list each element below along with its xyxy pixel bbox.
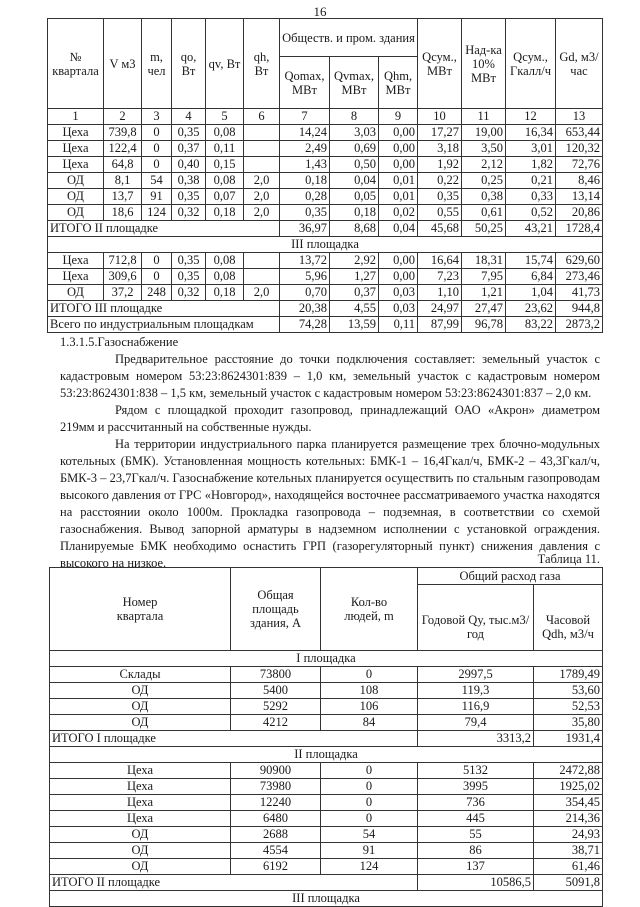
header-group: Общий расход газа — [418, 568, 603, 585]
table-cell: 712,8 — [104, 253, 142, 269]
table-cell: 8,1 — [104, 173, 142, 189]
table-row — [48, 125, 603, 141]
table-cell: 137 — [418, 859, 534, 875]
table-cell: 0 — [142, 253, 172, 269]
table-cell: 0 — [142, 125, 172, 141]
table-cell: 0,38 — [172, 173, 206, 189]
table-cell: 1,21 — [462, 285, 506, 301]
table-cell: 4212 — [231, 715, 321, 731]
table-cell: 16,64 — [418, 253, 462, 269]
table-cell: 5,96 — [280, 269, 330, 285]
table-cell: 55 — [418, 827, 534, 843]
header-kvartal: № квартала — [48, 19, 104, 109]
table-cell: 43,21 — [506, 221, 556, 237]
table-cell: 120,32 — [556, 141, 603, 157]
table-cell: 0,35 — [172, 253, 206, 269]
table-cell: 2997,5 — [418, 667, 534, 683]
table-cell: 629,60 — [556, 253, 603, 269]
section-label: II площадка — [50, 747, 603, 763]
table-cell: 0,01 — [379, 189, 418, 205]
grand-total-row — [48, 317, 603, 333]
table-cell: 24,93 — [534, 827, 603, 843]
table-cell: 0,32 — [172, 205, 206, 221]
table-row — [50, 827, 603, 843]
table-cell: ОД — [50, 843, 231, 859]
table-cell: 15,74 — [506, 253, 556, 269]
table-cell — [244, 157, 280, 173]
table-cell: 90900 — [231, 763, 321, 779]
table-cell: 739,8 — [104, 125, 142, 141]
table-cell: 0,35 — [280, 205, 330, 221]
table-cell: 12240 — [231, 795, 321, 811]
table-cell: 8,68 — [330, 221, 379, 237]
table-cell: 2472,88 — [534, 763, 603, 779]
header-qhm: Qhm, МВт — [379, 57, 418, 109]
total-row — [48, 221, 603, 237]
total-label: ИТОГО I площадке — [50, 731, 418, 747]
table-cell: 0 — [142, 269, 172, 285]
table-cell: ОД — [48, 189, 104, 205]
table-row — [48, 173, 603, 189]
table-cell: 41,73 — [556, 285, 603, 301]
table-cell: 3 — [142, 109, 172, 125]
table-cell: 53,60 — [534, 683, 603, 699]
section-label: I площадка — [50, 651, 603, 667]
table-cell: 1931,4 — [534, 731, 603, 747]
table-cell: 3313,2 — [418, 731, 534, 747]
table-row — [50, 811, 603, 827]
table-cell: 3,01 — [506, 141, 556, 157]
table-cell: 87,99 — [418, 317, 462, 333]
column-numbers-row — [48, 109, 603, 125]
table-cell: 4554 — [231, 843, 321, 859]
table-cell: 1,92 — [418, 157, 462, 173]
table-cell: 19,00 — [462, 125, 506, 141]
table-cell: 0,70 — [280, 285, 330, 301]
table-cell: 0,08 — [206, 253, 244, 269]
table-cell: 13,72 — [280, 253, 330, 269]
table-cell: Цеха — [48, 269, 104, 285]
table-cell: 73980 — [231, 779, 321, 795]
table-cell: 11 — [462, 109, 506, 125]
header-qsum-gcal: Qсум., Гкалл/ч — [506, 19, 556, 109]
table-cell — [244, 141, 280, 157]
table-cell: 119,3 — [418, 683, 534, 699]
table-cell: ОД — [50, 715, 231, 731]
table-cell: 0,35 — [172, 189, 206, 205]
table-cell: 3,18 — [418, 141, 462, 157]
table-cell: 3,03 — [330, 125, 379, 141]
table-cell: 0,69 — [330, 141, 379, 157]
table-cell: 2,92 — [330, 253, 379, 269]
table-cell: 72,76 — [556, 157, 603, 173]
table-cell: 0,35 — [172, 125, 206, 141]
table-cell: 14,24 — [280, 125, 330, 141]
table-row — [48, 285, 603, 301]
table-row — [48, 205, 603, 221]
table-cell: 74,28 — [280, 317, 330, 333]
table-cell: 13,59 — [330, 317, 379, 333]
table-cell: 5 — [206, 109, 244, 125]
table-cell: 5400 — [231, 683, 321, 699]
table-cell: 0 — [321, 667, 418, 683]
table-cell: 18,31 — [462, 253, 506, 269]
table-cell: 7,95 — [462, 269, 506, 285]
table-cell: 0,22 — [418, 173, 462, 189]
table-cell: 1,43 — [280, 157, 330, 173]
table-cell: 23,62 — [506, 301, 556, 317]
header-people: Кол-во людей, m — [321, 568, 418, 651]
table-row — [50, 779, 603, 795]
section-row — [50, 891, 603, 907]
table-cell: 0,07 — [206, 189, 244, 205]
table-cell: 0 — [142, 141, 172, 157]
table-row — [50, 795, 603, 811]
table-cell: Цеха — [50, 779, 231, 795]
header-qomax: Qomax, МВт — [280, 57, 330, 109]
table-cell: 2,49 — [280, 141, 330, 157]
table-cell: 38,71 — [534, 843, 603, 859]
table-cell: 5292 — [231, 699, 321, 715]
table-cell: 35,80 — [534, 715, 603, 731]
table-cell: 83,22 — [506, 317, 556, 333]
header-area: Общая площадь здания, А — [231, 568, 321, 651]
header-qv: qv, Вт — [206, 19, 244, 109]
table-cell: 0 — [321, 763, 418, 779]
header-v: V м3 — [104, 19, 142, 109]
table-cell: 20,86 — [556, 205, 603, 221]
table-cell: 0,08 — [206, 269, 244, 285]
table-cell: 12 — [506, 109, 556, 125]
total-row — [50, 875, 603, 891]
table-row — [48, 189, 603, 205]
section-label: III площадка — [50, 891, 603, 907]
table-cell: 1,82 — [506, 157, 556, 173]
table-cell: Цеха — [48, 141, 104, 157]
total-label: ИТОГО II площадке — [50, 875, 418, 891]
section-row — [48, 237, 603, 253]
table-cell: 0,01 — [379, 173, 418, 189]
table-cell: 17,27 — [418, 125, 462, 141]
table-cell: 10586,5 — [418, 875, 534, 891]
table-cell: 24,97 — [418, 301, 462, 317]
table-cell: 6480 — [231, 811, 321, 827]
table-cell: 309,6 — [104, 269, 142, 285]
table-cell: 2873,2 — [556, 317, 603, 333]
table-cell: 1925,02 — [534, 779, 603, 795]
total-label: ИТОГО II площадке — [48, 221, 280, 237]
header-qsum-mw: Qсум., МВт — [418, 19, 462, 109]
header-qh: qh, Вт — [244, 19, 280, 109]
table-cell — [244, 253, 280, 269]
table-cell: 1,04 — [506, 285, 556, 301]
table-cell: Цеха — [50, 763, 231, 779]
table-cell: 0,08 — [206, 125, 244, 141]
table-cell: 0,21 — [506, 173, 556, 189]
header-kvartal: Номер квартала — [50, 568, 231, 651]
total-label: ИТОГО III площадке — [48, 301, 280, 317]
page-number: 16 — [313, 4, 327, 19]
table-cell: 2,0 — [244, 173, 280, 189]
table-cell: 86 — [418, 843, 534, 859]
table-cell: 736 — [418, 795, 534, 811]
table-cell: 0,32 — [172, 285, 206, 301]
table-row — [50, 859, 603, 875]
table-cell: 1728,4 — [556, 221, 603, 237]
table-cell: 0,02 — [379, 205, 418, 221]
table-cell: 91 — [142, 189, 172, 205]
table-cell: 16,34 — [506, 125, 556, 141]
table-cell: 445 — [418, 811, 534, 827]
table-cell: 0,03 — [379, 301, 418, 317]
section-row — [50, 747, 603, 763]
table-cell: 0,15 — [206, 157, 244, 173]
table-cell: 0 — [321, 811, 418, 827]
header-yearly: Годовой Qy, тыс.м3/год — [418, 585, 534, 651]
table-cell: Цеха — [48, 157, 104, 173]
header-gd: Gd, м3/час — [556, 19, 603, 109]
table-cell: 64,8 — [104, 157, 142, 173]
table-cell: 27,47 — [462, 301, 506, 317]
table-cell: 1,10 — [418, 285, 462, 301]
table-cell: Склады — [50, 667, 231, 683]
table-cell: 6 — [244, 109, 280, 125]
header-nadbavka: Над-ка 10% МВт — [462, 19, 506, 109]
table-cell: 0,00 — [379, 253, 418, 269]
table-row — [48, 157, 603, 173]
table-cell: 0,00 — [379, 269, 418, 285]
table-cell: 0,04 — [379, 221, 418, 237]
table-cell: Цеха — [48, 253, 104, 269]
total-label: Всего по индустриальным площадкам — [48, 317, 280, 333]
table-cell: 0,35 — [418, 189, 462, 205]
table-cell: 84 — [321, 715, 418, 731]
table-cell: 0,28 — [280, 189, 330, 205]
table-cell: ОД — [50, 683, 231, 699]
table-cell: 273,46 — [556, 269, 603, 285]
total-row — [50, 731, 603, 747]
table-cell: 73800 — [231, 667, 321, 683]
table-cell: 0,18 — [280, 173, 330, 189]
table-cell: ОД — [50, 859, 231, 875]
table-cell: ОД — [50, 827, 231, 843]
section-row — [50, 651, 603, 667]
table-cell — [244, 269, 280, 285]
table-cell: ОД — [50, 699, 231, 715]
table-cell: 10 — [418, 109, 462, 125]
table-cell: 0,08 — [206, 173, 244, 189]
header-hourly: Часовой Qdh, м3/ч — [534, 585, 603, 651]
table-cell: 8,46 — [556, 173, 603, 189]
header-qo: qo, Вт — [172, 19, 206, 109]
table-cell: 54 — [142, 173, 172, 189]
table-cell: ОД — [48, 173, 104, 189]
table-cell: 0,00 — [379, 125, 418, 141]
table-cell: 0,11 — [379, 317, 418, 333]
table-cell: ОД — [48, 205, 104, 221]
paragraph: Рядом с площадкой проходит газопровод, принадлежащий ОАО «Акрон» диаметром 219мм и рассчитанный на собственные нужды. — [60, 403, 600, 434]
table-cell: 1,27 — [330, 269, 379, 285]
table-cell: 1789,49 — [534, 667, 603, 683]
table-cell: 0,00 — [379, 141, 418, 157]
table-cell: 0,38 — [462, 189, 506, 205]
table-cell: 248 — [142, 285, 172, 301]
table-cell: 79,4 — [418, 715, 534, 731]
table-row — [48, 253, 603, 269]
table-cell: 0,37 — [330, 285, 379, 301]
table-cell: 0,40 — [172, 157, 206, 173]
table-cell: 354,45 — [534, 795, 603, 811]
table-cell: 0,05 — [330, 189, 379, 205]
table-cell: Цеха — [50, 811, 231, 827]
header-group: Обществ. и пром. здания — [280, 19, 418, 57]
table-cell: 0,00 — [379, 157, 418, 173]
table-cell: 0 — [321, 795, 418, 811]
table-cell: 0 — [321, 779, 418, 795]
table-cell: 8 — [330, 109, 379, 125]
table-row — [50, 699, 603, 715]
table-cell: 5132 — [418, 763, 534, 779]
paragraph: Предварительное расстояние до точки подключения составляет: земельный участок с кадастровым номером 53:23:8624301:839 – 1,0 км, земельный участок с кадастровым номером 53:23:8624301:838 – 1,5 км, земельный участок с кадастровым номером 53:23:8624301:837 – 2,0 км. — [60, 352, 600, 400]
table-cell: 13,14 — [556, 189, 603, 205]
table-cell: 653,44 — [556, 125, 603, 141]
table-cell: 0,11 — [206, 141, 244, 157]
table-row — [50, 715, 603, 731]
table-cell: 36,97 — [280, 221, 330, 237]
table-cell: 0,25 — [462, 173, 506, 189]
table-cell: 944,8 — [556, 301, 603, 317]
paragraph: На территории индустриального парка планируется размещение трех блочно-модульных котельных (БМК). Установленная мощность котельных: БМК-1 – 16,4Гкал/ч, БМК-2 – 43,3Гкал/ч, БМК-3 – 23,7Гкал/ч. Газоснабжение котельных планируется осуществить по стальным газопроводам высокого давления от ГРС «Новгород», находящейся восточнее рассматриваемого участка находятся на расстоянии около 1000м. Прокладка газопровода – подземная, в соответствии со схемой газоснабжения. Вывод запорной арматуры в надземном исполнении с установкой ограждения. Планируемые БМК необходимо оснастить ГРП (газорегуляторный пункт) снижения давления с высокого на низкое. — [60, 437, 600, 570]
table-cell: 0 — [142, 157, 172, 173]
table-cell: 3995 — [418, 779, 534, 795]
table-cell: 13 — [556, 109, 603, 125]
table-cell — [244, 125, 280, 141]
table-cell: 2,0 — [244, 205, 280, 221]
table-row — [50, 683, 603, 699]
table-cell: 0,18 — [206, 205, 244, 221]
table-cell: 122,4 — [104, 141, 142, 157]
header-m: m, чел — [142, 19, 172, 109]
table-cell: 45,68 — [418, 221, 462, 237]
table-cell: 2688 — [231, 827, 321, 843]
table-cell: 3,50 — [462, 141, 506, 157]
table-cell: 106 — [321, 699, 418, 715]
table-cell: 0,55 — [418, 205, 462, 221]
table-row — [50, 843, 603, 859]
table-cell: 0,33 — [506, 189, 556, 205]
table-cell: Цеха — [50, 795, 231, 811]
table-cell: 0,03 — [379, 285, 418, 301]
table-cell: 37,2 — [104, 285, 142, 301]
table-cell: 2 — [104, 109, 142, 125]
header-qvmax: Qvmax, МВт — [330, 57, 379, 109]
table-row — [50, 763, 603, 779]
table-cell: Цеха — [48, 125, 104, 141]
table-cell: 124 — [321, 859, 418, 875]
table-cell: ОД — [48, 285, 104, 301]
table-cell: 6,84 — [506, 269, 556, 285]
table-cell: 52,53 — [534, 699, 603, 715]
table-row — [50, 667, 603, 683]
table-cell: 4,55 — [330, 301, 379, 317]
table-cell: 9 — [379, 109, 418, 125]
table-cell: 0,37 — [172, 141, 206, 157]
table-cell: 0,61 — [462, 205, 506, 221]
table-cell: 54 — [321, 827, 418, 843]
table-cell: 116,9 — [418, 699, 534, 715]
gas-supply-section — [60, 334, 600, 572]
table-cell: 96,78 — [462, 317, 506, 333]
table-cell: 2,0 — [244, 285, 280, 301]
total-row — [48, 301, 603, 317]
table-cell: 7 — [280, 109, 330, 125]
table-row — [48, 269, 603, 285]
table-cell: 108 — [321, 683, 418, 699]
table-cell: 214,36 — [534, 811, 603, 827]
table-cell: 0,04 — [330, 173, 379, 189]
table-cell: 6192 — [231, 859, 321, 875]
table-cell: 18,6 — [104, 205, 142, 221]
table-cell: 0,18 — [206, 285, 244, 301]
table-cell: 7,23 — [418, 269, 462, 285]
table-row — [48, 141, 603, 157]
table-cell: 5091,8 — [534, 875, 603, 891]
table-cell: 2,0 — [244, 189, 280, 205]
table-cell: 1 — [48, 109, 104, 125]
table-cell: 4 — [172, 109, 206, 125]
gas-consumption-table — [49, 567, 603, 907]
table-cell: 124 — [142, 205, 172, 221]
table-caption: Таблица 11. — [537, 552, 600, 566]
table-cell: 50,25 — [462, 221, 506, 237]
table-cell: 2,12 — [462, 157, 506, 173]
heat-load-table — [47, 18, 603, 333]
table-cell: 91 — [321, 843, 418, 859]
table-cell: 0,50 — [330, 157, 379, 173]
table-cell: 13,7 — [104, 189, 142, 205]
table-cell: 0,18 — [330, 205, 379, 221]
table-cell: 0,52 — [506, 205, 556, 221]
section-heading: 1.3.1.5.Газоснабжение — [60, 335, 179, 349]
table-cell: 61,46 — [534, 859, 603, 875]
table-cell: 0,35 — [172, 269, 206, 285]
table-cell: 20,38 — [280, 301, 330, 317]
section-label: III площадка — [48, 237, 603, 253]
